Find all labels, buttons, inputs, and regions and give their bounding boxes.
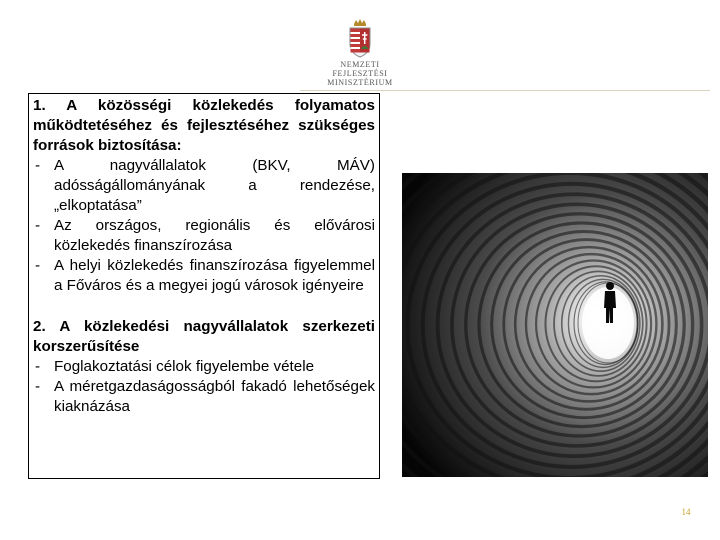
- ministry-name-line1: NEMZETI FEJLESZTÉSI: [332, 60, 388, 78]
- page-number: 14: [681, 507, 691, 517]
- list-item: - Az országos, regionális és elővárosi közlekedés finanszírozása: [33, 216, 375, 256]
- section1-heading: 1. A közösségi közlekedés folyamatos működtetéséhez és fejlesztéséhez szükséges források biztosítása:: [33, 97, 375, 154]
- ministry-name: [312, 60, 408, 87]
- coat-of-arms-icon: [347, 18, 373, 58]
- list-item: - A nagyvállalatok (BKV, MÁV) adósságállományának a rendezése, „elkoptatása”: [33, 156, 375, 216]
- list-item: - Foglakoztatási célok figyelembe vétele: [33, 357, 375, 377]
- tunnel-photo: [402, 173, 708, 477]
- list-item: - A helyi közlekedés finanszírozása figyelemmel a Főváros és a megyei jogú városok igényeire: [33, 256, 375, 296]
- section2-heading: 2. A közlekedési nagyvállalatok szerkezeti korszerűsítése: [33, 318, 375, 355]
- header-divider: [300, 90, 710, 91]
- tunnel-image: [402, 173, 708, 477]
- content-textbox: [28, 93, 380, 479]
- ministry-name-line2: MINISZTÉRIUM: [327, 78, 393, 87]
- list-item: - A méretgazdaságosságból fakadó lehetőségek kiaknázása: [33, 377, 375, 417]
- ministry-logo: [312, 18, 408, 87]
- section1-list: [33, 156, 375, 296]
- section2-list: [33, 357, 375, 417]
